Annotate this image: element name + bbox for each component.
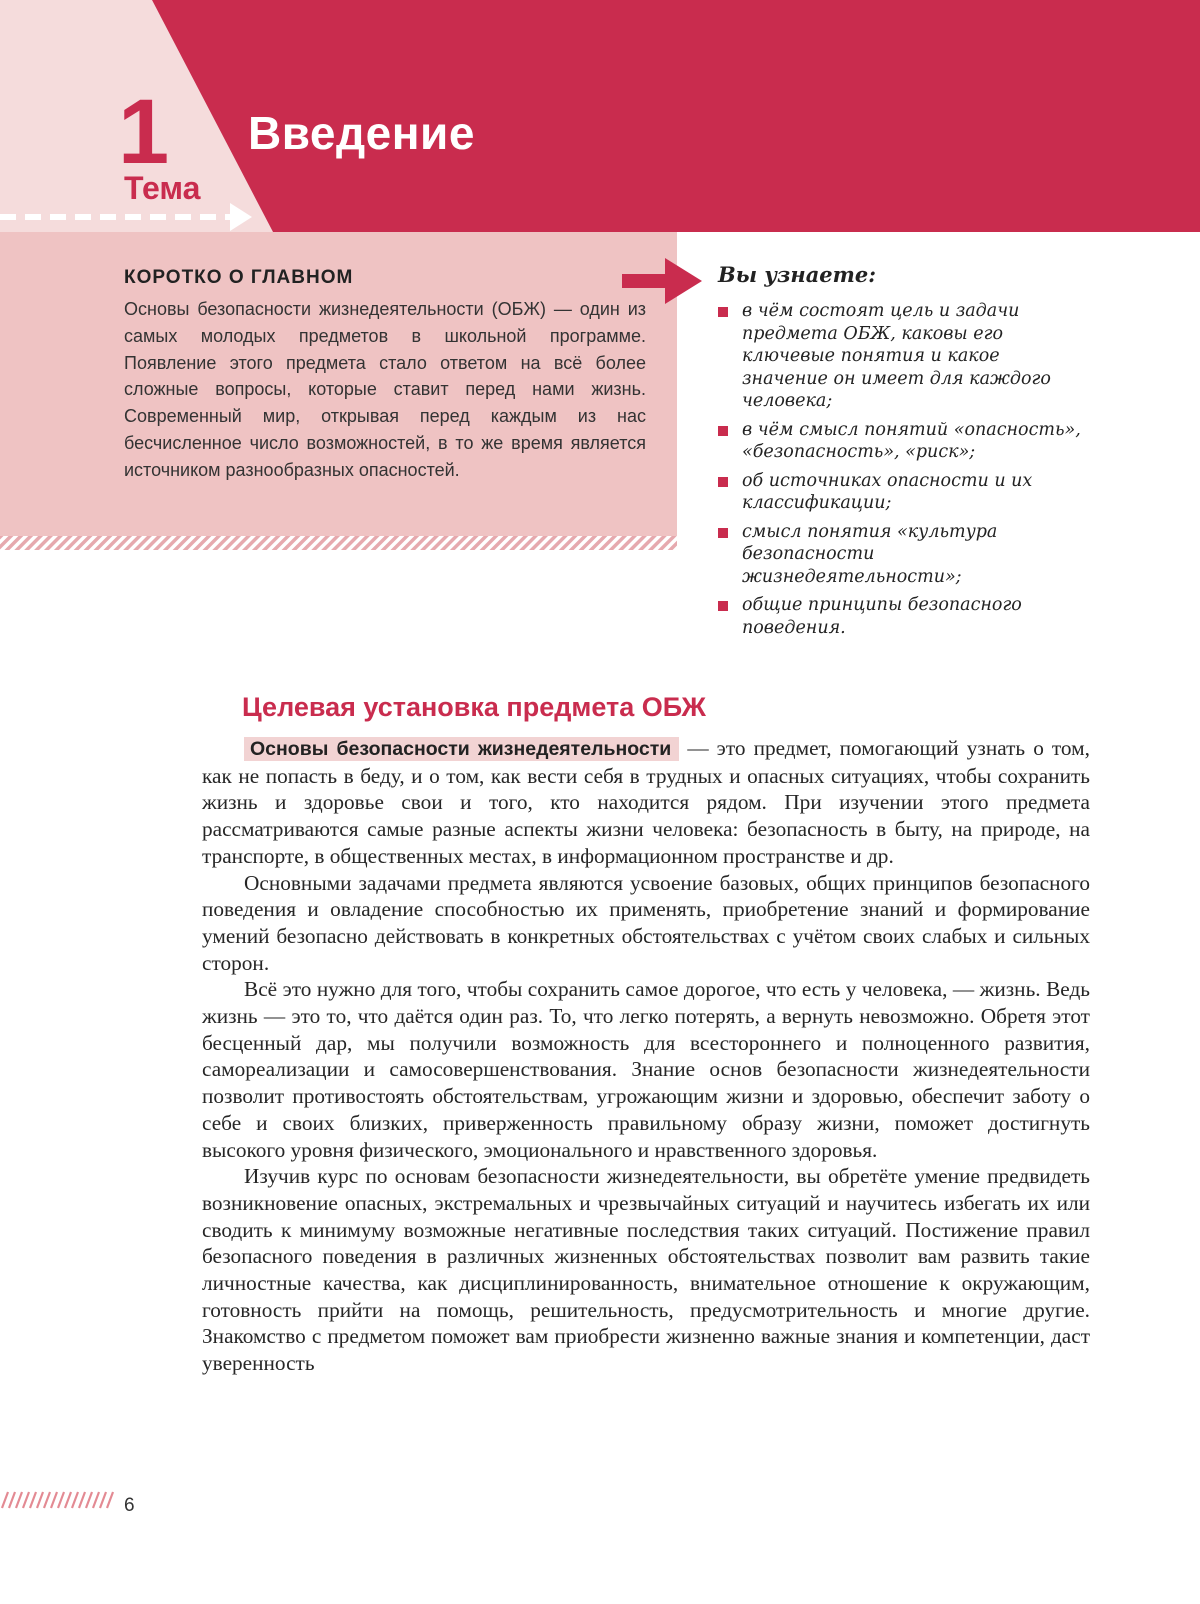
topic-label: Тема [124,170,201,206]
summary-text: Основы безопасности жизнедеятельности (ОБЖ) — один из самых молодых предметов в школьной программе. Появление этого предмета стало ответом на всё более сложные вопросы, которые ставит перед нами жизнь. Современный мир, открывая перед каждым из нас бесчисленное число возможностей, в то же время является источником разнообразных опасностей. [124,299,646,480]
paragraph: Основными задачами предмета являются усвоение базовых, общих принципов безопасного поведения и овладение способностью их применять, приобретение знаний и формирование умений безопасно действовать в конкретных обстоятельствах с учётом своих слабых и сильных сторон. [202,870,1090,975]
summary-heading: КОРОТКО О ГЛАВНОМ [124,267,354,288]
topic-number: 1 [118,81,170,183]
learn-item: смысл понятия «культура безопасности жизнедеятельности»; [718,521,1088,589]
learn-item: в чём смысл понятий «опасность», «безопасность», «риск»; [718,419,1088,464]
hatched-strip [0,536,677,550]
paragraph: Всё это нужно для того, чтобы сохранить самое дорогое, что есть у человека, — жизнь. Ведь жизнь — это то, что даётся один раз. То, что легко потерять, а вернуть невозможно. Обретя этот бесценный дар, мы получили возможность для всестороннего и полноценного развития, самореализации и самосовершенствования. Знание основ безопасности жизнедеятельности позволит противостоять обстоятельствам, угрожающим жизни и здоровью, обеспечит заботу о себе и своих близких, приверженность правильному образу жизни, поможет достигнуть высокого уровня физического, эмоционального и нравственного здоровья. [202,977,1090,1162]
body-text [202,735,1090,1377]
paragraph: Основы безопасности жизнедеятельности — это предмет, помогающий узнать о том, как не попасть в беду, и о том, как вести себя в трудных и опасных ситуациях, чтобы сохранить жизнь и здоровье свои и того, кто находится рядом. При изучении этого предмета рассматриваются самые разные аспекты жизни человека: безопасность в быту, на природе, на транспорте, в общественных местах, в информационном пространстве и др. [202,736,1090,868]
square-bullet-icon [718,477,728,487]
paragraph: Изучив курс по основам безопасности жизнедеятельности, вы обретёте умение предвидеть возникновение опасных, экстремальных и чрезвычайных ситуаций и научитесь избегать их или сводить к минимуму возможные негативные последствия таких ситуаций. Постижение правил безопасного поведения в различных жизненных обстоятельствах позволит вам развить такие личностные качества, как дисциплинированность, внимательное отношение к окружающим, готовность прийти на помощь, решительность, предусмотрительность и многие другие. Знакомство с предметом поможет вам приобрести жизненно важные знания и компетенции, даст уверенность [202,1164,1090,1376]
square-bullet-icon [718,426,728,436]
learn-item: в чём состоят цель и задачи предмета ОБЖ, каковы его ключевые понятия и какое значение он имеет для каждого человека; [718,300,1088,413]
learn-item: общие принципы безопасного поведения. [718,594,1088,639]
square-bullet-icon [718,601,728,611]
footer-hatch-decoration [0,1490,116,1510]
page-number: 6 [124,1495,135,1516]
square-bullet-icon [718,307,728,317]
section-title: Целевая установка предмета ОБЖ [242,692,706,722]
square-bullet-icon [718,528,728,538]
highlighted-term: Основы безопасности жизнедеятельности [244,737,679,761]
learn-heading: Вы узнаете: [718,262,877,287]
chapter-title: Введение [248,107,475,159]
learn-item: об источниках опасности и их классификации; [718,470,1088,515]
learn-list [718,300,1088,645]
